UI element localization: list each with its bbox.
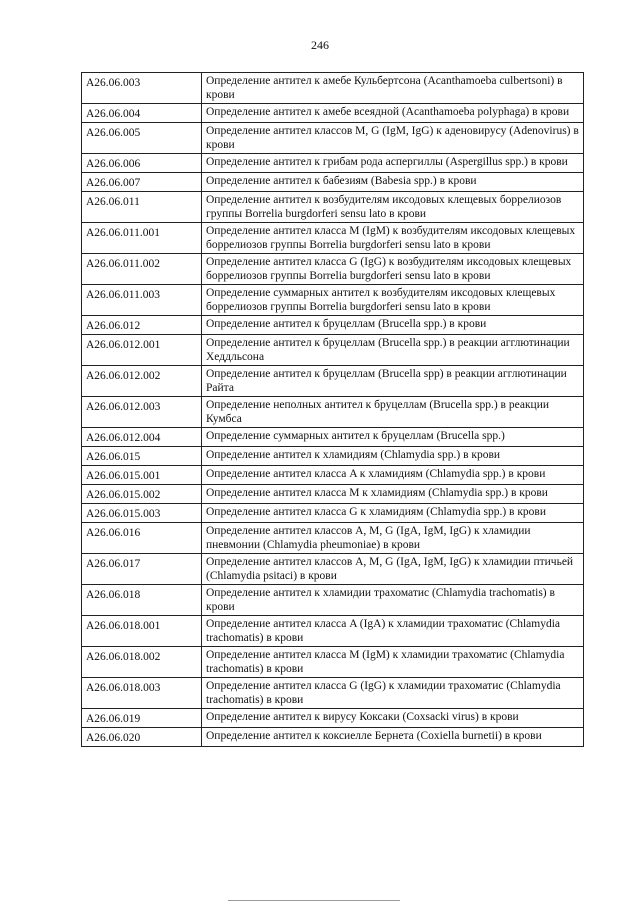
service-code: A26.06.012 <box>82 316 202 335</box>
service-code: A26.06.011.003 <box>82 285 202 316</box>
service-name: Определение антител к амебе Кульбертсона (Acanthamoeba culbertsoni) в крови <box>202 73 584 104</box>
table-row <box>82 192 584 223</box>
service-name: Определение антител классов A, M, G (IgA, IgM, IgG) к хламидии пневмонии (Chlamydia pheumoniae) в крови <box>202 523 584 554</box>
service-code: A26.06.018 <box>82 585 202 616</box>
service-code: A26.06.019 <box>82 709 202 728</box>
service-code: A26.06.006 <box>82 154 202 173</box>
table-row <box>82 173 584 192</box>
service-name: Определение антител к хламидиям (Chlamydia spp.) в крови <box>202 447 584 466</box>
service-code: A26.06.003 <box>82 73 202 104</box>
service-name: Определение антител классов M, G (IgM, IgG) к аденовирусу (Adenovirus) в крови <box>202 123 584 154</box>
table-row <box>82 466 584 485</box>
service-name: Определение антител к вирусу Коксаки (Coxsacki virus) в крови <box>202 709 584 728</box>
table-row <box>82 366 584 397</box>
service-name: Определение антител классов A, M, G (IgA, IgM, IgG) к хламидии птичьей (Chlamydia psitaci) в крови <box>202 554 584 585</box>
table-row <box>82 335 584 366</box>
table-row <box>82 285 584 316</box>
table-row <box>82 485 584 504</box>
table-row <box>82 728 584 747</box>
services-table <box>81 72 584 747</box>
service-name: Определение антител к бабезиям (Babesia spp.) в крови <box>202 173 584 192</box>
service-name: Определение антител класса M к хламидиям (Chlamydia spp.) в крови <box>202 485 584 504</box>
service-name: Определение антител к амебе всеядной (Acanthamoeba polyphaga) в крови <box>202 104 584 123</box>
table-row <box>82 447 584 466</box>
table-row <box>82 647 584 678</box>
table-row <box>82 428 584 447</box>
table-row <box>82 554 584 585</box>
service-name: Определение антител к хламидии трахоматис (Chlamydia trachomatis) в крови <box>202 585 584 616</box>
service-code: A26.06.012.002 <box>82 366 202 397</box>
service-name: Определение антител к бруцеллам (Brucella spp.) в реакции агглютинации Хеддльсона <box>202 335 584 366</box>
scan-artifact-line <box>228 900 400 901</box>
service-name: Определение антител класса A (IgA) к хламидии трахоматис (Chlamydia trachomatis) в крови <box>202 616 584 647</box>
table-row <box>82 223 584 254</box>
table-row <box>82 254 584 285</box>
table-row <box>82 523 584 554</box>
service-code: A26.06.004 <box>82 104 202 123</box>
services-table-body <box>82 73 584 747</box>
service-code: A26.06.017 <box>82 554 202 585</box>
service-code: A26.06.015.003 <box>82 504 202 523</box>
table-row <box>82 397 584 428</box>
service-code: A26.06.005 <box>82 123 202 154</box>
service-name: Определение суммарных антител к возбудителям иксодовых клещевых боррелиозов группы Borrelia burgdorferi sensu lato в крови <box>202 285 584 316</box>
service-name: Определение антител к коксиелле Бернета (Coxiella burnetii) в крови <box>202 728 584 747</box>
table-row <box>82 73 584 104</box>
service-name: Определение антител к бруцеллам (Brucella spp.) в крови <box>202 316 584 335</box>
service-code: A26.06.016 <box>82 523 202 554</box>
table-row <box>82 678 584 709</box>
service-name: Определение антител класса G к хламидиям (Chlamydia spp.) в крови <box>202 504 584 523</box>
service-name: Определение антител класса M (IgM) к хламидии трахоматис (Chlamydia trachomatis) в крови <box>202 647 584 678</box>
service-name: Определение антител класса G (IgG) к хламидии трахоматис (Chlamydia trachomatis) в крови <box>202 678 584 709</box>
service-code: A26.06.018.002 <box>82 647 202 678</box>
table-row <box>82 504 584 523</box>
service-code: A26.06.015 <box>82 447 202 466</box>
service-code: A26.06.011.001 <box>82 223 202 254</box>
service-name: Определение антител к грибам рода аспергиллы (Aspergillus spp.) в крови <box>202 154 584 173</box>
table-row <box>82 585 584 616</box>
service-name: Определение неполных антител к бруцеллам (Brucella spp.) в реакции Кумбса <box>202 397 584 428</box>
service-code: A26.06.015.001 <box>82 466 202 485</box>
page-number: 246 <box>311 38 329 52</box>
service-name: Определение антител класса M (IgM) к возбудителям иксодовых клещевых боррелиозов группы Borrelia burgdorferi sensu lato в крови <box>202 223 584 254</box>
service-code: A26.06.012.003 <box>82 397 202 428</box>
service-code: A26.06.015.002 <box>82 485 202 504</box>
service-name: Определение антител класса A к хламидиям (Chlamydia spp.) в крови <box>202 466 584 485</box>
service-code: A26.06.018.001 <box>82 616 202 647</box>
table-row <box>82 154 584 173</box>
service-name: Определение антител к возбудителям иксодовых клещевых боррелиозов группы Borrelia burgdorferi sensu lato в крови <box>202 192 584 223</box>
service-code: A26.06.011 <box>82 192 202 223</box>
service-name: Определение антител класса G (IgG) к возбудителям иксодовых клещевых боррелиозов группы Borrelia burgdorferi sensu lato в крови <box>202 254 584 285</box>
service-code: A26.06.020 <box>82 728 202 747</box>
table-row <box>82 123 584 154</box>
table-row <box>82 709 584 728</box>
service-name: Определение суммарных антител к бруцеллам (Brucella spp.) <box>202 428 584 447</box>
service-name: Определение антител к бруцеллам (Brucella spp) в реакции агглютинации Райта <box>202 366 584 397</box>
table-row <box>82 616 584 647</box>
table-row <box>82 104 584 123</box>
table-row <box>82 316 584 335</box>
service-code: A26.06.018.003 <box>82 678 202 709</box>
service-code: A26.06.012.001 <box>82 335 202 366</box>
service-code: A26.06.012.004 <box>82 428 202 447</box>
service-code: A26.06.011.002 <box>82 254 202 285</box>
service-code: A26.06.007 <box>82 173 202 192</box>
